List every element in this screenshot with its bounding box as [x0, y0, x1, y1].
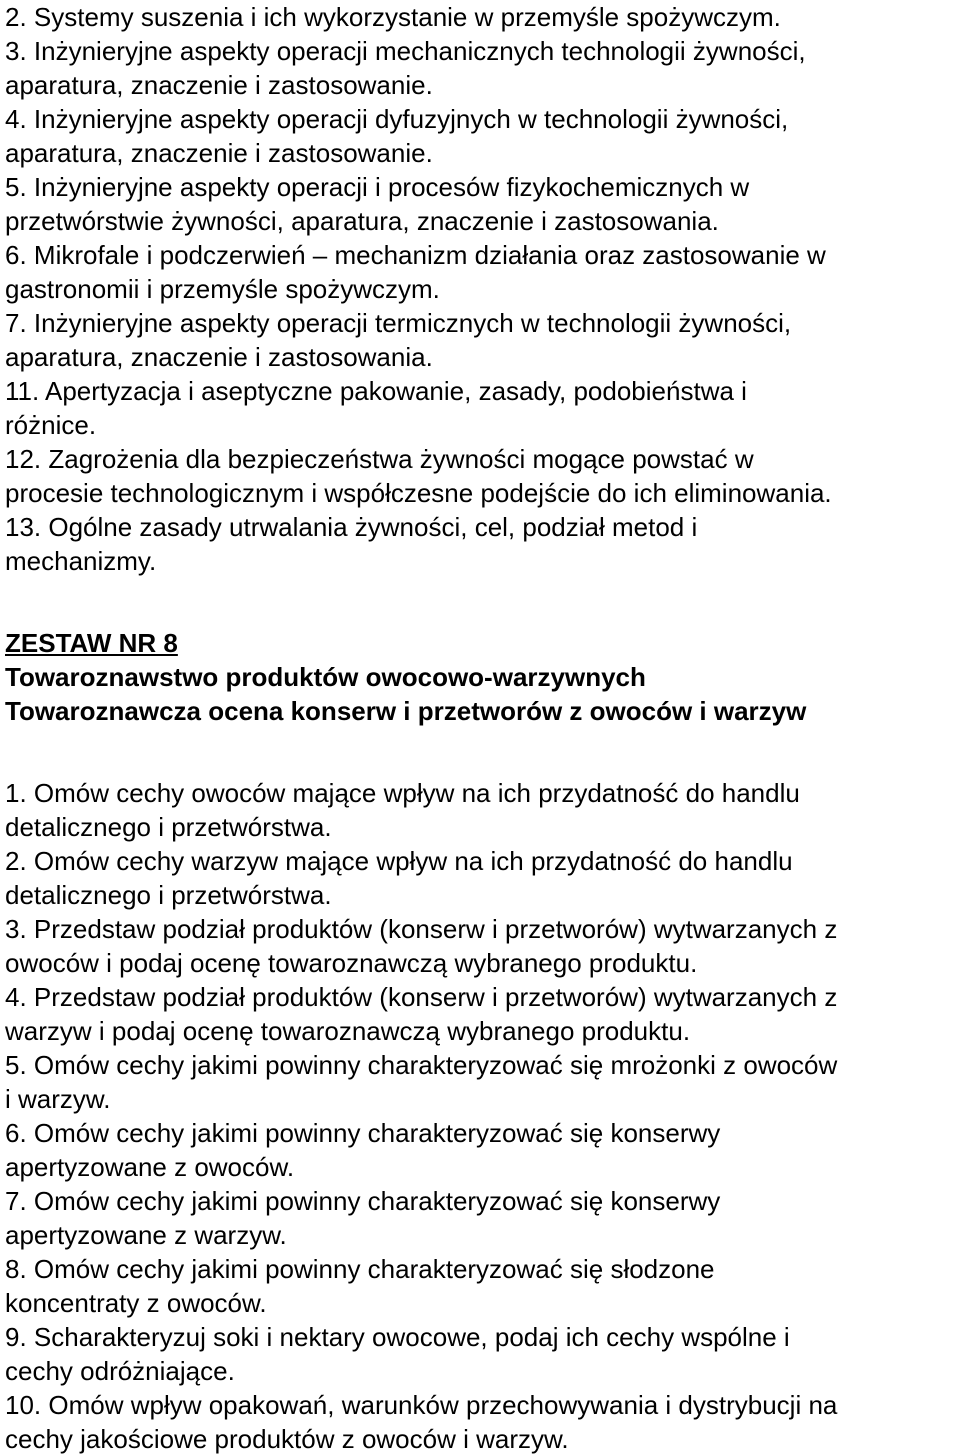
list-item-line: koncentraty z owoców. — [5, 1288, 267, 1318]
list-item-line: 3. Przedstaw podział produktów (konserw i przetworów) wytwarzanych z — [5, 914, 838, 944]
list-item — [5, 34, 957, 102]
list-item-line: 7. Omów cechy jakimi powinny charakteryzować się konserwy — [5, 1186, 721, 1216]
list-item-line: warzyw i podaj ocenę towaroznawczą wybranego produktu. — [5, 1016, 691, 1046]
list-item — [5, 1388, 957, 1456]
list-item-line: 4. Inżynieryjne aspekty operacji dyfuzyjnych w technologii żywności, — [5, 104, 789, 134]
list-item-line: 12. Zagrożenia dla bezpieczeństwa żywności mogące powstać w — [5, 444, 754, 474]
list-item-line: apertyzowane z warzyw. — [5, 1220, 287, 1250]
list-item-line: procesie technologicznym i współczesne podejście do ich eliminowania. — [5, 478, 832, 508]
list-item-line: 9. Scharakteryzuj soki i nektary owocowe, podaj ich cechy wspólne i — [5, 1322, 790, 1352]
list-item — [5, 844, 957, 912]
list-item — [5, 1048, 957, 1116]
list-item-line: 8. Omów cechy jakimi powinny charakteryzować się słodzone — [5, 1254, 715, 1284]
topic-list — [5, 0, 957, 578]
list-item-line: gastronomii i przemyśle spożywczym. — [5, 274, 440, 304]
list-item — [5, 1252, 957, 1320]
list-item — [5, 0, 957, 34]
question-list — [5, 776, 957, 1456]
list-item-line: 3. Inżynieryjne aspekty operacji mechanicznych technologii żywności, — [5, 36, 806, 66]
list-item-line: 5. Omów cechy jakimi powinny charakteryzować się mrożonki z owoców — [5, 1050, 838, 1080]
list-item-line: 4. Przedstaw podział produktów (konserw i przetworów) wytwarzanych z — [5, 982, 838, 1012]
list-item-line: apertyzowane z owoców. — [5, 1152, 295, 1182]
list-item-line: 2. Omów cechy warzyw mające wpływ na ich przydatność do handlu — [5, 846, 793, 876]
list-item-line: cechy jakościowe produktów z owoców i warzyw. — [5, 1424, 569, 1454]
list-item — [5, 1184, 957, 1252]
list-item-line: i warzyw. — [5, 1084, 111, 1114]
list-item — [5, 306, 957, 374]
list-item-line: 5. Inżynieryjne aspekty operacji i procesów fizykochemicznych w — [5, 172, 750, 202]
list-item-line: aparatura, znaczenie i zastosowania. — [5, 342, 433, 372]
list-item-line: 2. Systemy suszenia i ich wykorzystanie w przemyśle spożywczym. — [5, 2, 781, 32]
list-item-line: aparatura, znaczenie i zastosowanie. — [5, 138, 433, 168]
list-item — [5, 102, 957, 170]
list-item-line: 6. Omów cechy jakimi powinny charakteryzować się konserwy — [5, 1118, 721, 1148]
list-item — [5, 170, 957, 238]
section-subtitle: Towaroznawstwo produktów owocowo-warzywnych — [5, 662, 646, 692]
list-item-line: cechy odróżniające. — [5, 1356, 235, 1386]
list-item — [5, 1116, 957, 1184]
list-item — [5, 442, 957, 510]
list-item-line: owoców i podaj ocenę towaroznawczą wybranego produktu. — [5, 948, 698, 978]
section-heading — [5, 626, 957, 728]
list-item — [5, 374, 957, 442]
list-item-line: mechanizmy. — [5, 546, 157, 576]
list-item-line: 10. Omów wpływ opakowań, warunków przechowywania i dystrybucji na — [5, 1390, 838, 1420]
list-item-line: detalicznego i przetwórstwa. — [5, 880, 332, 910]
list-item-line: 6. Mikrofale i podczerwień – mechanizm działania oraz zastosowanie w — [5, 240, 826, 270]
list-item-line: 7. Inżynieryjne aspekty operacji termicznych w technologii żywności, — [5, 308, 792, 338]
list-item-line: 1. Omów cechy owoców mające wpływ na ich przydatność do handlu — [5, 778, 800, 808]
list-item — [5, 912, 957, 980]
list-item-line: 13. Ogólne zasady utrwalania żywności, cel, podział metod i — [5, 512, 698, 542]
list-item-line: różnice. — [5, 410, 97, 440]
list-item-line: przetwórstwie żywności, aparatura, znaczenie i zastosowania. — [5, 206, 719, 236]
list-item — [5, 776, 957, 844]
list-item — [5, 238, 957, 306]
list-item-line: detalicznego i przetwórstwa. — [5, 812, 332, 842]
section-subtitle: Towaroznawcza ocena konserw i przetworów z owoców i warzyw — [5, 696, 807, 726]
list-item-line: 11. Apertyzacja i aseptyczne pakowanie, zasady, podobieństwa i — [5, 376, 747, 406]
set-title: ZESTAW NR 8 — [5, 628, 178, 658]
list-item — [5, 980, 957, 1048]
list-item — [5, 1320, 957, 1388]
list-item — [5, 510, 957, 578]
document-page — [5, 0, 957, 1456]
list-item-line: aparatura, znaczenie i zastosowanie. — [5, 70, 433, 100]
